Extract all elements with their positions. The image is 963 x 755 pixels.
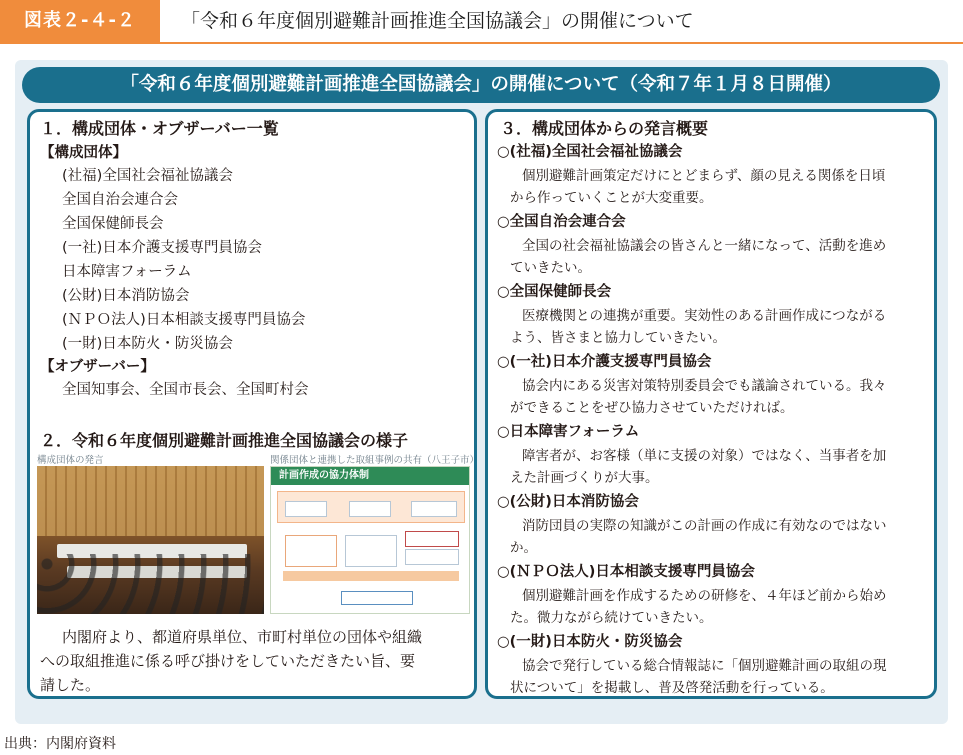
remark-text: から作っていくことが大変重要。 xyxy=(510,190,713,206)
remark-text: ができることをぜひ協力させていただければ。 xyxy=(510,400,794,416)
remark-text: 個別避難計画策定だけにとどまらず、顔の見える関係を日頃 xyxy=(522,168,886,184)
remark-org: ○日本障害フォーラム xyxy=(497,424,640,440)
remark-text: 障害者が、お客様（単に支援の対象）ではなく、当事者を加 xyxy=(522,448,887,464)
section2-heading: ２．令和６年度個別避難計画推進全国協議会の様子 xyxy=(40,431,409,450)
remark-text: よう、皆さまと協力していきたい。 xyxy=(510,330,726,346)
remark-text: 個別避難計画を作成するための研修を、４年ほど前から始め xyxy=(522,588,887,604)
summary-line: への取組推進に係る呼び掛けをしていただきたい旨、要 xyxy=(40,652,416,670)
remark-text: 状について」を掲載し、普及啓発活動を行っている。 xyxy=(510,680,834,696)
banner: 「令和６年度個別避難計画推進全国協議会」の開催について（令和７年１月８日開催） xyxy=(22,67,940,103)
photo-caption: 構成団体の発言 xyxy=(37,455,104,466)
remark-text: 消防団員の実際の知識がこの計画の作成に有効なのではない xyxy=(522,518,887,534)
remark-text: 医療機関との連携が重要。実効性のある計画作成につながる xyxy=(522,308,887,324)
remark-text: か。 xyxy=(510,540,537,556)
section3-heading: ３．構成団体からの発言概要 xyxy=(500,119,709,138)
member-item: 全国自治会連合会 xyxy=(62,192,178,208)
remark-org: ○(ＮＰＯ法人)日本相談支援専門員協会 xyxy=(497,564,755,580)
diagram-title: 計画作成の協力体制 xyxy=(271,467,469,485)
observers-list: 全国知事会、全国市長会、全国町村会 xyxy=(62,382,309,398)
member-item: (一社)日本介護支援専門員協会 xyxy=(62,240,262,256)
cooperation-diagram xyxy=(270,466,470,614)
meeting-photo xyxy=(37,466,264,614)
diagram-caption: 関係団体と連携した取組事例の共有（八王子市） xyxy=(270,455,480,466)
title-rule xyxy=(0,42,963,44)
source-note: 出典：内閣府資料 xyxy=(4,736,116,752)
member-item: 全国保健師長会 xyxy=(62,216,164,232)
member-item: 日本障害フォーラム xyxy=(62,264,192,280)
remark-org: ○(一社)日本介護支援専門員協会 xyxy=(497,354,712,370)
figure-title: 「令和６年度個別避難計画推進全国協議会」の開催について xyxy=(181,10,694,32)
remark-text: 協会で発行している総合情報誌に「個別避難計画の取組の現 xyxy=(522,658,887,674)
observers-heading: 【オブザーバー】 xyxy=(40,359,155,375)
section1-heading: １．構成団体・オブザーバー一覧 xyxy=(40,119,279,138)
members-heading: 【構成団体】 xyxy=(40,145,127,161)
figure-label: 図表２-４-２ xyxy=(0,0,160,42)
member-item: (一財)日本防火・防災協会 xyxy=(62,336,233,352)
remark-text: 協会内にある災害対策特別委員会でも議論されている。我々 xyxy=(522,378,887,394)
remark-text: ていきたい。 xyxy=(510,260,591,276)
remark-org: ○(公財)日本消防協会 xyxy=(497,494,639,510)
remark-text: た。微力ながら続けていきたい。 xyxy=(510,610,713,626)
summary-line: 内閣府より、都道府県単位、市町村単位の団体や組織 xyxy=(62,628,423,646)
remark-text: 全国の社会福祉協議会の皆さんと一緒になって、活動を進め xyxy=(522,238,887,254)
remark-text: えた計画づくりが大事。 xyxy=(510,470,659,486)
member-item: (社福)全国社会福祉協議会 xyxy=(62,168,233,184)
member-item: (公財)日本消防協会 xyxy=(62,288,190,304)
member-item: (ＮＰＯ法人)日本相談支援専門員協会 xyxy=(62,312,306,328)
remark-org: ○全国自治会連合会 xyxy=(497,214,626,230)
remark-org: ○(一財)日本防火・防災協会 xyxy=(497,634,683,650)
summary-line: 請した。 xyxy=(40,676,101,694)
remark-org: ○(社福)全国社会福祉協議会 xyxy=(497,144,683,160)
remark-org: ○全国保健師長会 xyxy=(497,284,612,300)
